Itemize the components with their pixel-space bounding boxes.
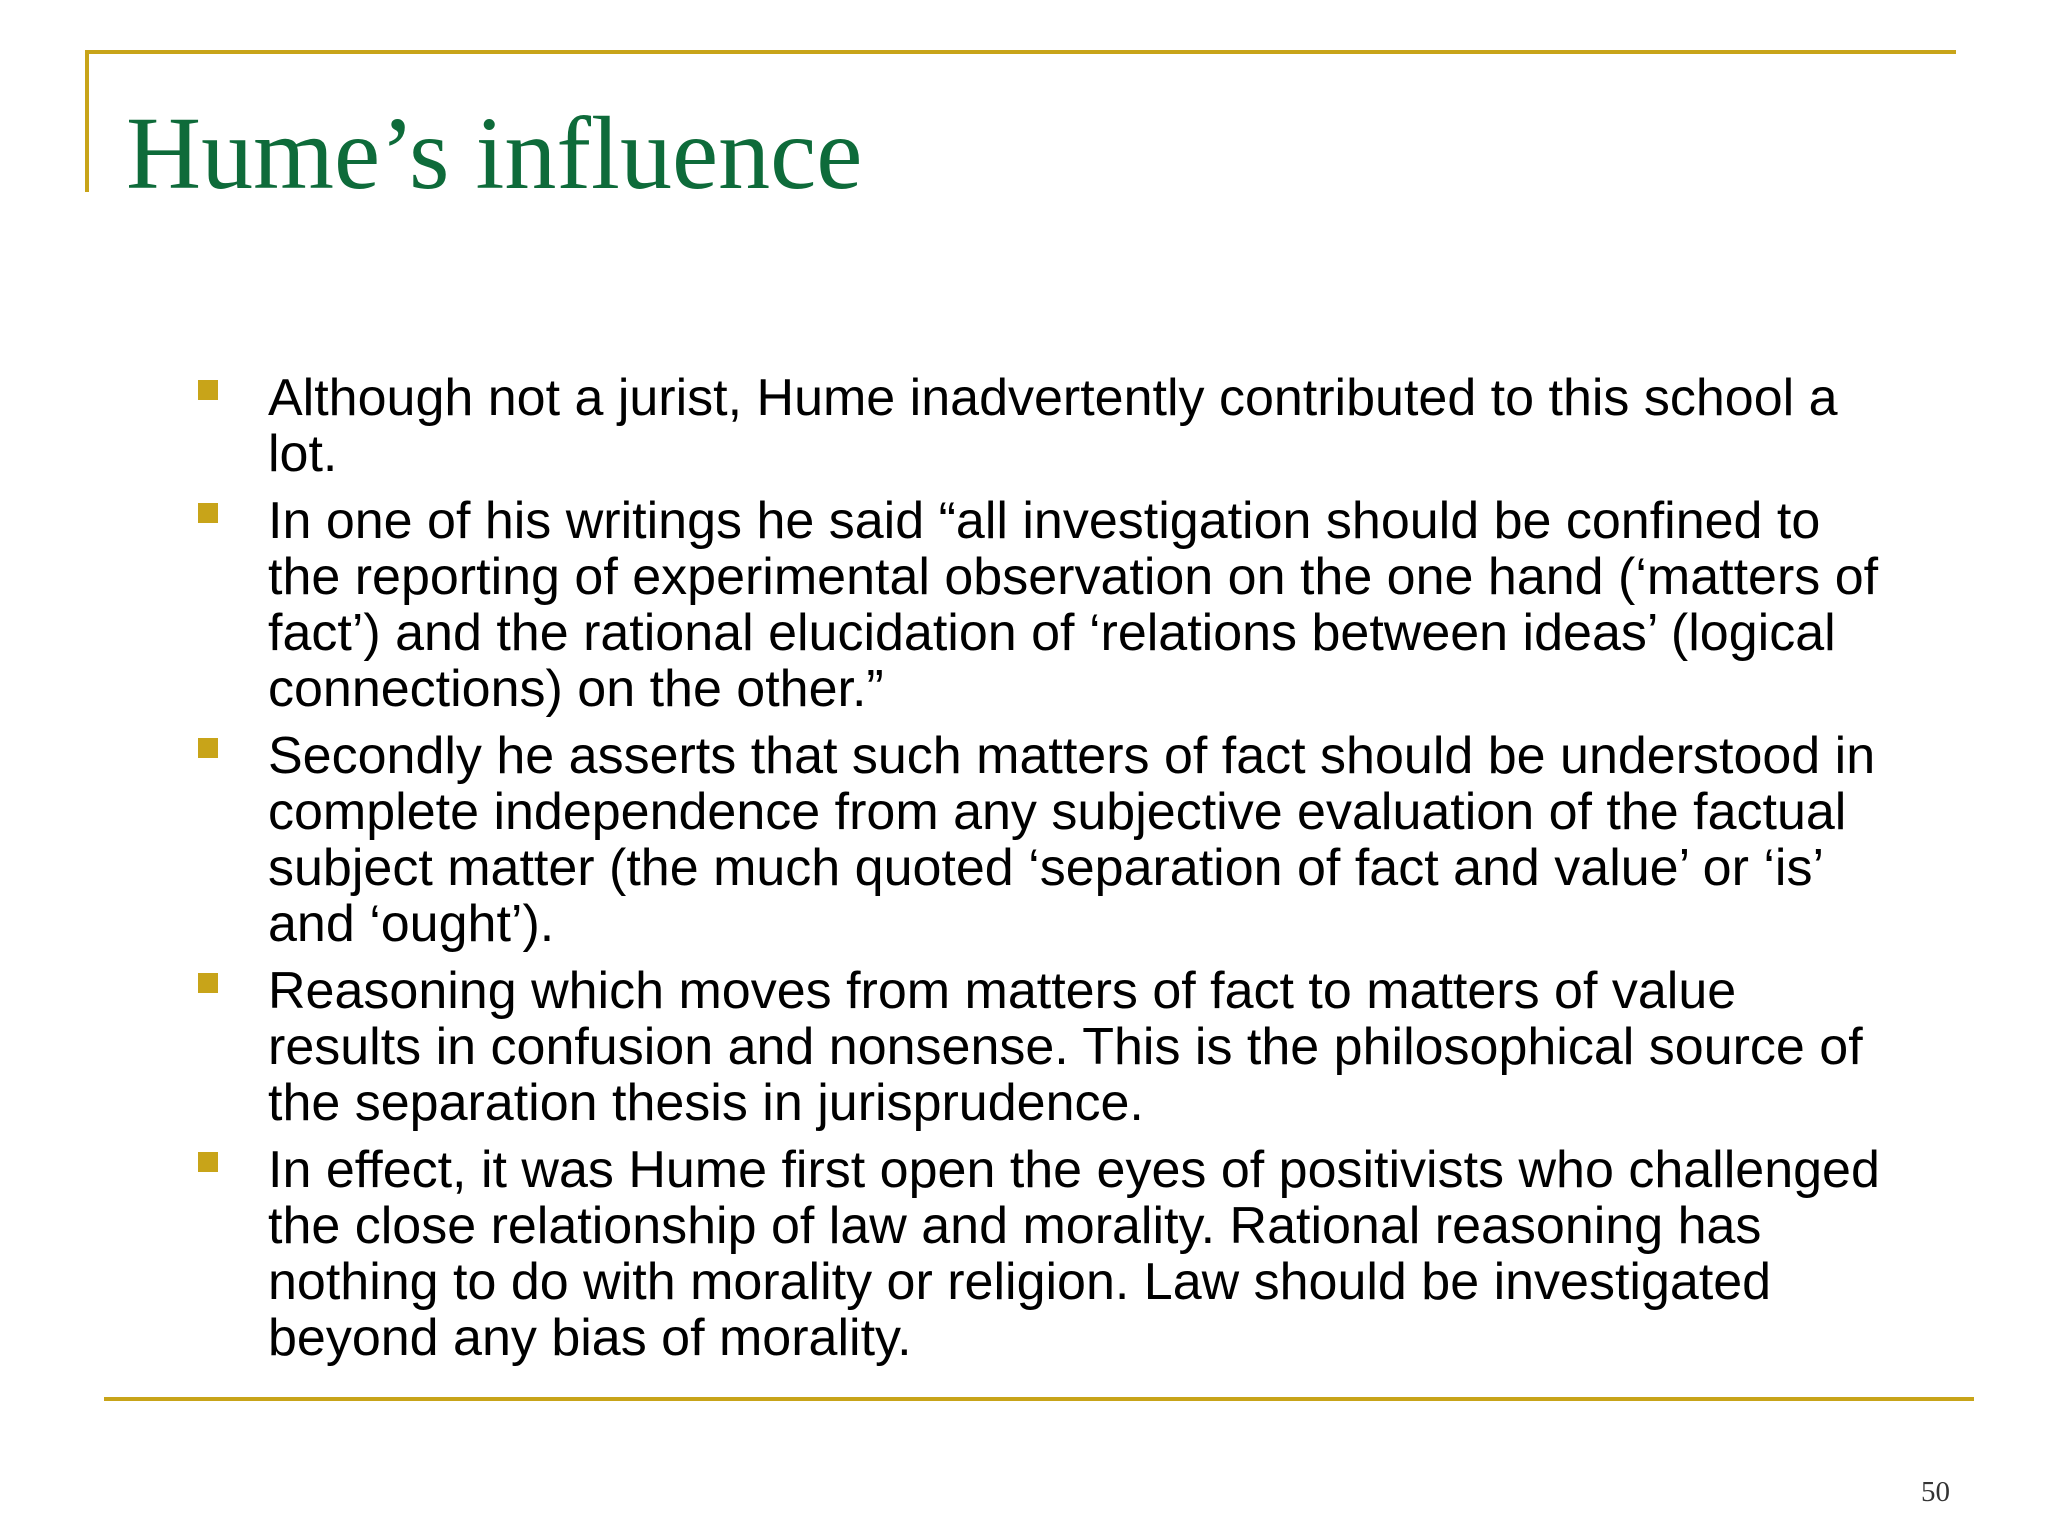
bullet-text: In one of his writings he said “all investigation should be confined to the reporting of experimental observation on the one hand (‘matters of fact’) and the rational elucidation of ‘relations between ideas’ (logical connections) on the other.”: [268, 492, 1879, 718]
footer-rule: [104, 1397, 1974, 1401]
frame-left-rule: [85, 50, 89, 192]
bullet-text: Reasoning which moves from matters of fact to matters of value results in confusion and nonsense. This is the philosophical source of the separation thesis in jurisprudence.: [268, 962, 1863, 1132]
frame-top-rule: [85, 50, 1956, 54]
bullet-item: [190, 370, 1890, 482]
bullet-text: Although not a jurist, Hume inadvertently contributed to this school a lot.: [268, 369, 1838, 483]
square-bullet-icon: [198, 738, 218, 758]
bullet-item: [190, 493, 1890, 717]
bullet-list: [190, 370, 1890, 1377]
square-bullet-icon: [198, 380, 218, 400]
bullet-item: [190, 963, 1890, 1131]
slide-title: Hume’s influence: [126, 96, 863, 211]
square-bullet-icon: [198, 1152, 218, 1172]
bullet-item: [190, 728, 1890, 952]
bullet-item: [190, 1142, 1890, 1366]
bullet-text: In effect, it was Hume first open the eyes of positivists who challenged the close relationship of law and morality. Rational reasoning has nothing to do with morality or religion. Law should be investigated beyond any bias of morality.: [268, 1141, 1880, 1367]
bullet-text: Secondly he asserts that such matters of fact should be understood in complete independence from any subjective evaluation of the factual subject matter (the much quoted ‘separation of fact and value’ or ‘is’ and ‘ought’).: [268, 727, 1876, 953]
page-number: 50: [1921, 1476, 1950, 1508]
square-bullet-icon: [198, 973, 218, 993]
square-bullet-icon: [198, 503, 218, 523]
